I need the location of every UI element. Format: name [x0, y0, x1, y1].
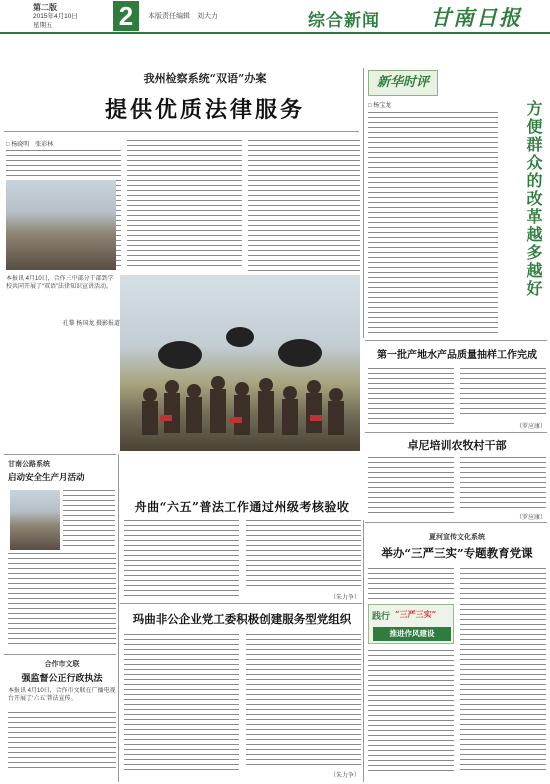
main-kicker: 我州检察系统“双语”办案	[143, 72, 267, 84]
ads-text-more	[8, 712, 116, 772]
edition-date: 2015年4月10日	[33, 13, 78, 20]
law-credit: （朱力争）	[329, 595, 360, 601]
page-number: 2	[113, 1, 139, 31]
main-byline: □ 杨晓明 张彩林	[6, 142, 54, 148]
law-text-col1	[124, 520, 239, 598]
commentary-logo: 新华时评	[368, 70, 438, 96]
edition-info	[33, 3, 123, 31]
quality-credit: （罗应康）	[515, 424, 546, 430]
ads-kicker: 合作市文联	[44, 659, 80, 668]
ads-headline: 强监督公正行政执法	[21, 674, 103, 684]
main-photo	[120, 275, 360, 451]
main-text-col3	[248, 140, 360, 272]
party-credit: （朱力争）	[329, 773, 360, 779]
divider	[4, 654, 116, 655]
training-headline: 卓尼培训农牧村干部	[407, 439, 507, 451]
quality-text-col2	[460, 368, 546, 418]
quality-text-col1	[368, 368, 454, 428]
column-divider	[363, 520, 364, 782]
safety-kicker: 甘南公路系统	[8, 459, 50, 468]
divider	[4, 454, 116, 455]
main-headline: 提供优质法律服务	[104, 97, 305, 123]
column-divider	[363, 68, 364, 338]
ads-text: 本报讯 4月10日，合作市文联在广播电视台开展了‘六五’普法宣传。	[8, 688, 116, 702]
commentary-text	[368, 112, 498, 337]
education-text-col2	[460, 568, 546, 600]
campaign-tag-sub: 推进作风建设	[373, 627, 451, 641]
photo-caption-credit: 孔黎 杨国龙 摄影报道	[62, 321, 120, 327]
campaign-tag: “三严三实”	[395, 609, 437, 619]
edition-label: 第二版	[33, 3, 57, 12]
editor-line: 本版责任编辑 刘大力	[148, 12, 218, 20]
edition-weekday: 星期五	[33, 22, 53, 29]
education-text-col2b	[460, 604, 546, 774]
education-headline: 举办“三严三实”专题教育党课	[381, 546, 533, 560]
side-photo	[6, 180, 116, 270]
safety-text-a	[63, 490, 115, 550]
divider	[365, 432, 547, 433]
law-text-col2	[246, 520, 361, 590]
newspaper-logo: 甘南日报	[430, 5, 522, 30]
photo-figures	[120, 275, 360, 451]
divider	[120, 603, 362, 604]
education-text-col1	[368, 568, 454, 600]
safety-text-b	[8, 553, 116, 645]
party-text-col2	[246, 634, 361, 766]
safety-photo	[10, 490, 60, 550]
main-text-col2	[127, 140, 242, 270]
column-divider	[118, 454, 119, 782]
training-text-col1	[368, 457, 454, 517]
commentary-byline: □ 杨宝龙	[368, 103, 392, 109]
party-headline: 玛曲非公企业党工委积极创建服务型党组织	[132, 612, 352, 626]
training-text-col2	[460, 457, 546, 509]
education-kicker: 夏河宣传文化系统	[429, 532, 485, 541]
party-text-col1	[124, 634, 239, 774]
divider	[365, 340, 547, 341]
photo-caption: 本报讯 4月10日，合作三中部分干部到学校共同开展了“双语”法律知识宣讲活动。	[6, 276, 114, 290]
education-text-col1b	[368, 650, 454, 775]
divider	[4, 131, 359, 132]
section-title: 综合新闻	[308, 11, 380, 28]
divider	[365, 522, 547, 523]
law-headline: 舟曲“六五”普法工作通过州级考核验收	[134, 500, 350, 514]
training-credit: （罗应康）	[515, 515, 546, 521]
campaign-banner	[368, 604, 454, 644]
commentary-title: 方便群众的改革越多越好	[524, 100, 543, 298]
quality-headline: 第一批产地水产品质量抽样工作完成	[377, 350, 537, 360]
safety-headline: 启动安全生产月活动	[8, 473, 85, 483]
campaign-label: 践行	[372, 612, 391, 622]
